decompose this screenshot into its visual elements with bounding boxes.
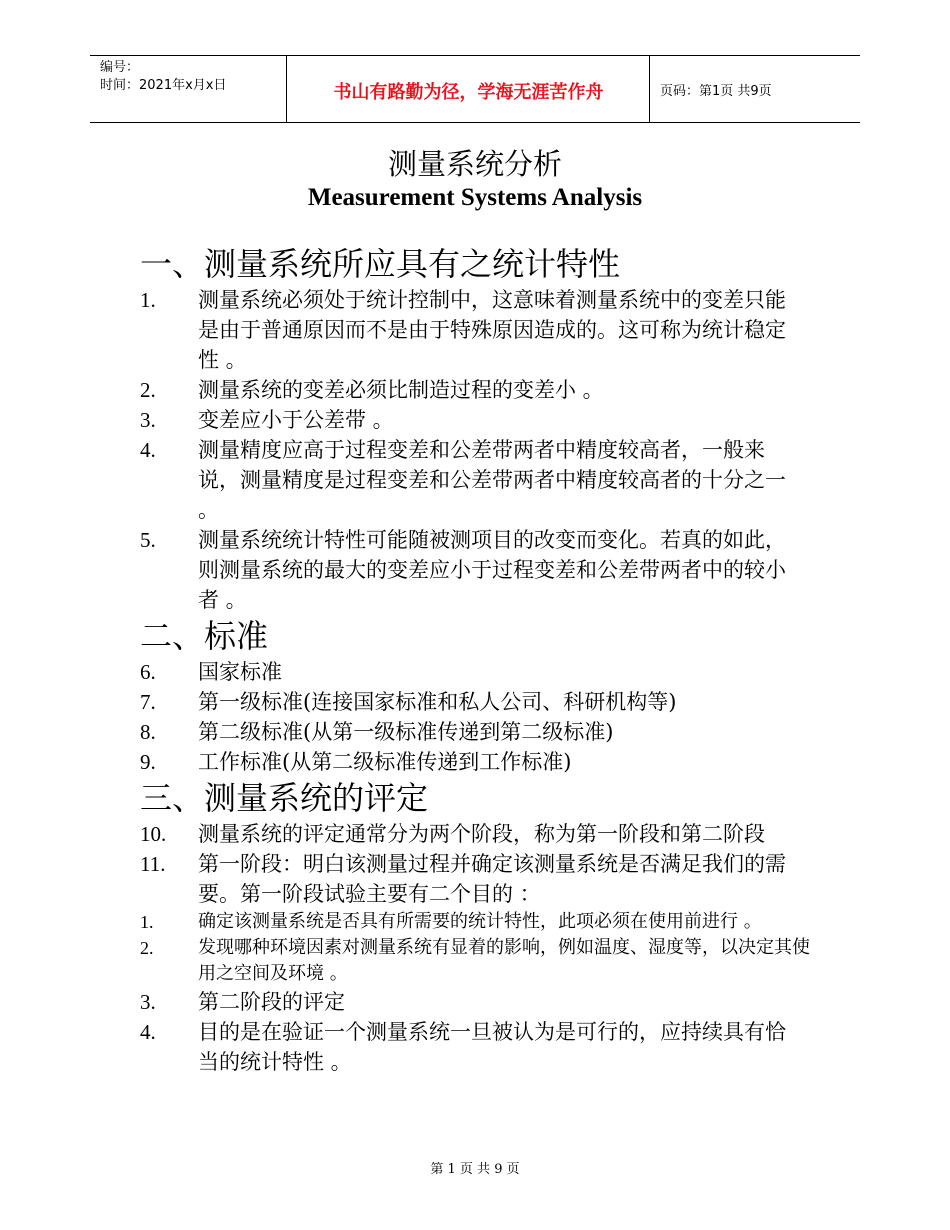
list-item	[140, 717, 830, 747]
item-number: 7.	[140, 690, 156, 714]
item-number: 10.	[140, 822, 167, 846]
item-number: 3.	[140, 990, 156, 1014]
item-number: 9.	[140, 750, 156, 774]
section-heading: 二、标准	[140, 617, 269, 655]
list-item	[140, 747, 830, 777]
list-item	[140, 525, 830, 615]
header-page-info: 页码：第1页 共9页	[660, 84, 772, 99]
item-number: 1.	[140, 288, 156, 312]
list-item	[140, 657, 830, 687]
item-text: 测量系统的评定通常分为两个阶段，称为第一阶段和第二阶段	[198, 822, 765, 846]
header-left-cell	[100, 59, 290, 95]
item-number: 2.	[140, 378, 156, 402]
item-text: 测量系统统计特性可能随被测项目的改变而变化。若真的如此，则测量系统的最大的变差应小于过程变差和公差带两者中的较小者 。	[198, 528, 786, 612]
item-text: 测量精度应高于过程变差和公差带两者中精度较高者，一般来说，测量精度是过程变差和公差带两者中精度较高者的十分之一 。	[198, 438, 786, 522]
header-divider	[649, 56, 650, 122]
list-item	[140, 375, 830, 405]
item-text: 发现哪种环境因素对测量系统有显着的影响，例如温度、湿度等，以决定其使用之空间及环境 。	[198, 937, 810, 984]
item-number: 4.	[140, 438, 156, 462]
list-item	[140, 405, 830, 435]
document-title-english: Measurement Systems Analysis	[307, 184, 643, 211]
item-number: 8.	[140, 720, 156, 744]
list-item	[140, 819, 830, 849]
item-text: 确定该测量系统是否具有所需要的统计特性，此项必须在使用前进行 。	[198, 911, 762, 932]
number-label: 编号：	[100, 60, 140, 75]
item-text: 第二阶段的评定	[198, 990, 345, 1014]
item-text: 第一阶段：明白该测量过程并确定该测量系统是否满足我们的需要。第一阶段试验主要有二个目的 ：	[198, 852, 786, 906]
item-text: 目的是在验证一个测量系统一旦被认为是可行的，应持续具有恰当的统计特性 。	[198, 1020, 786, 1074]
list-item	[140, 849, 830, 909]
section-heading: 一、测量系统所应具有之统计特性	[140, 245, 621, 283]
item-number: 11.	[140, 852, 166, 876]
item-text: 国家标准	[198, 660, 282, 684]
item-number: 1.	[140, 912, 154, 932]
item-number: 5.	[140, 528, 156, 552]
item-text: 工作标准(从第二级标准传递到工作标准)	[198, 750, 572, 774]
item-text: 第二级标准(从第一级标准传递到第二级标准)	[198, 720, 614, 744]
list-item	[140, 935, 830, 987]
item-number: 2.	[140, 938, 154, 958]
list-item	[140, 987, 830, 1017]
item-number: 6.	[140, 660, 156, 684]
item-text: 测量系统的变差必须比制造过程的变差小 。	[198, 378, 604, 402]
time-label: 时间：2021年x月x日	[100, 78, 227, 93]
header-motto: 书山有路勤为径，学海无涯苦作舟	[333, 82, 604, 103]
document-body	[140, 243, 830, 1077]
page-footer: 第 1 页 共 9 页	[430, 1162, 520, 1177]
list-item	[140, 909, 830, 935]
item-number: 4.	[140, 1020, 156, 1044]
document-title: 测量系统分析	[387, 147, 562, 181]
list-item	[140, 1017, 830, 1077]
section-heading: 三、测量系统的评定	[140, 779, 429, 817]
list-item	[140, 285, 830, 375]
header-table	[90, 55, 860, 123]
list-item	[140, 435, 830, 525]
item-text: 变差应小于公差带 。	[198, 408, 394, 432]
item-number: 3.	[140, 408, 156, 432]
list-item	[140, 687, 830, 717]
item-text: 第一级标准(连接国家标准和私人公司、科研机构等)	[198, 690, 677, 714]
item-text: 测量系统必须处于统计控制中，这意味着测量系统中的变差只能是由于普通原因而不是由于特殊原因造成的。这可称为统计稳定性 。	[198, 288, 786, 372]
